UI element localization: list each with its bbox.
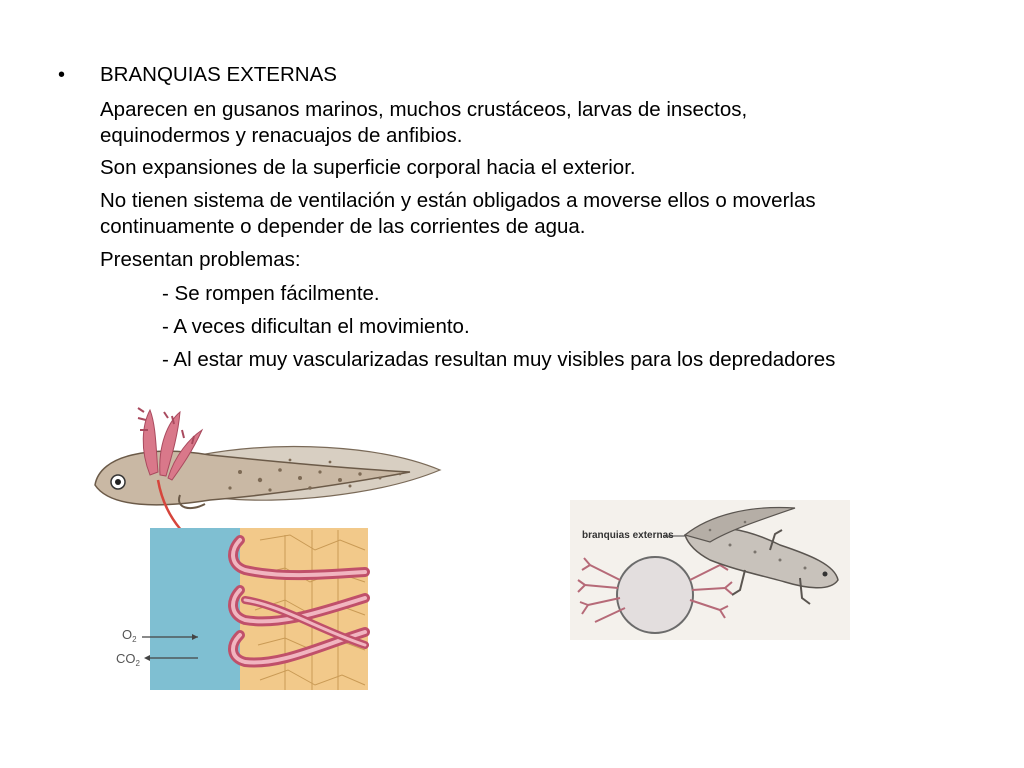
larva-gill-figure	[80, 400, 450, 700]
paragraph-line: equinodermos y renacuajos de anfibios.	[100, 124, 463, 147]
bullet-icon: •	[58, 64, 66, 86]
heading: BRANQUIAS EXTERNAS	[100, 63, 337, 86]
paragraph-line: Son expansiones de la superficie corporal hacia el exterior.	[100, 156, 636, 179]
caption-branquias-externas: branquias externas	[582, 530, 674, 541]
paragraph-line: Aparecen en gusanos marinos, muchos crustáceos, larvas de insectos,	[100, 98, 748, 121]
paragraph-line: Presentan problemas:	[100, 248, 301, 271]
paragraph-line: No tienen sistema de ventilación y están obligados a moverse ellos o moverlas	[100, 189, 816, 212]
o2-label: $O_2$	[122, 627, 137, 644]
problem-item: - Se rompen fácilmente.	[162, 282, 380, 305]
salamander-figure	[570, 500, 850, 640]
paragraph-line: continuamente o depender de las corrientes de agua.	[100, 215, 586, 238]
gill-sac	[617, 557, 693, 633]
problem-item: - A veces dificultan el movimiento.	[162, 315, 470, 338]
salamander-eye	[823, 572, 828, 577]
problem-item: - Al estar muy vascularizadas resultan muy visibles para los depredadores	[162, 348, 836, 371]
co2-label: $CO_2$	[116, 651, 140, 668]
